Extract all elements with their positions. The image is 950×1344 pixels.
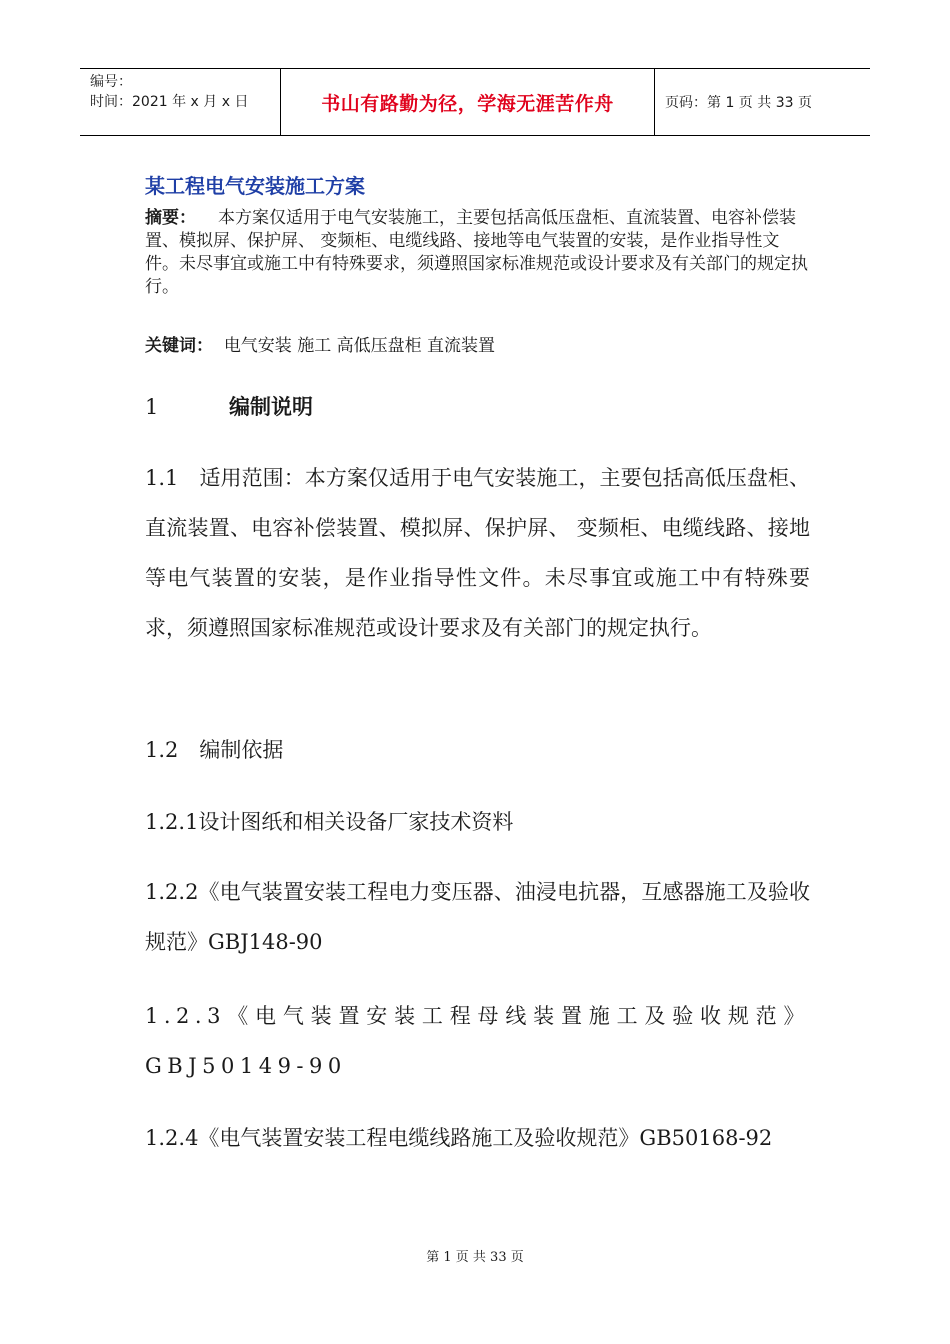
keywords-label: 关键词： [145, 336, 213, 356]
keywords [145, 334, 495, 358]
keywords-text: 电气安装 施工 高低压盘柜 直流装置 [223, 336, 496, 356]
paragraph-scope: 1.1 适用范围：本方案仅适用于电气安装施工，主要包括高低压盘柜、直流装置、电容补偿装置、模拟屏、保护屏、 变频柜、电缆线路、接地等电气装置的安装，是作业指导性文件。未尽事宜或施工中有特殊要求，须遵照国家标准规范或设计要求及有关部门的规定执行。 [145, 466, 810, 640]
section-heading [145, 393, 313, 421]
page-footer: 第 1 页 共 33 页 [426, 1250, 524, 1265]
motto-text: 书山有路勤为径，学海无涯苦作舟 [321, 92, 614, 115]
abstract-label: 摘要： [145, 208, 196, 228]
date-text: 时间：2021 年 x 月 x 日 [90, 94, 249, 110]
header-page-cell [655, 69, 870, 135]
document-title: 某工程电气安装施工方案 [145, 174, 365, 198]
paragraph-basis-3: 1.2.3《电气装置安装工程母线装置施工及验收规范》GBJ50149-90 [145, 1004, 810, 1078]
paragraph-basis-1: 1.2.1设计图纸和相关设备厂家技术资料 [145, 810, 514, 834]
header-motto-cell [281, 69, 655, 135]
abstract [145, 207, 810, 299]
page-info: 页码：第 1 页 共 33 页 [665, 95, 812, 111]
section-number: 1 [145, 395, 159, 419]
section-title: 编制说明 [229, 395, 313, 419]
paragraph-basis-2: 1.2.2《电气装置安装工程电力变压器、油浸电抗器，互感器施工及验收规范》GBJ148-90 [145, 880, 810, 954]
abstract-text: 本方案仅适用于电气安装施工，主要包括高低压盘柜、直流装置、电容补偿装置、模拟屏、保护屏、 变频柜、电缆线路、接地等电气装置的安装，是作业指导性文件。未尽事宜或施工中有特殊要求，须遵照国家标准规范或设计要求及有关部门的规定执行。 [145, 208, 808, 297]
paragraph-basis-heading: 1.2 编制依据 [145, 738, 284, 762]
header-meta-cell [80, 69, 281, 135]
header-table [80, 68, 870, 136]
serial-label: 编号： [90, 74, 132, 90]
paragraph-basis-4: 1.2.4《电气装置安装工程电缆线路施工及验收规范》GB50168-92 [145, 1126, 773, 1150]
